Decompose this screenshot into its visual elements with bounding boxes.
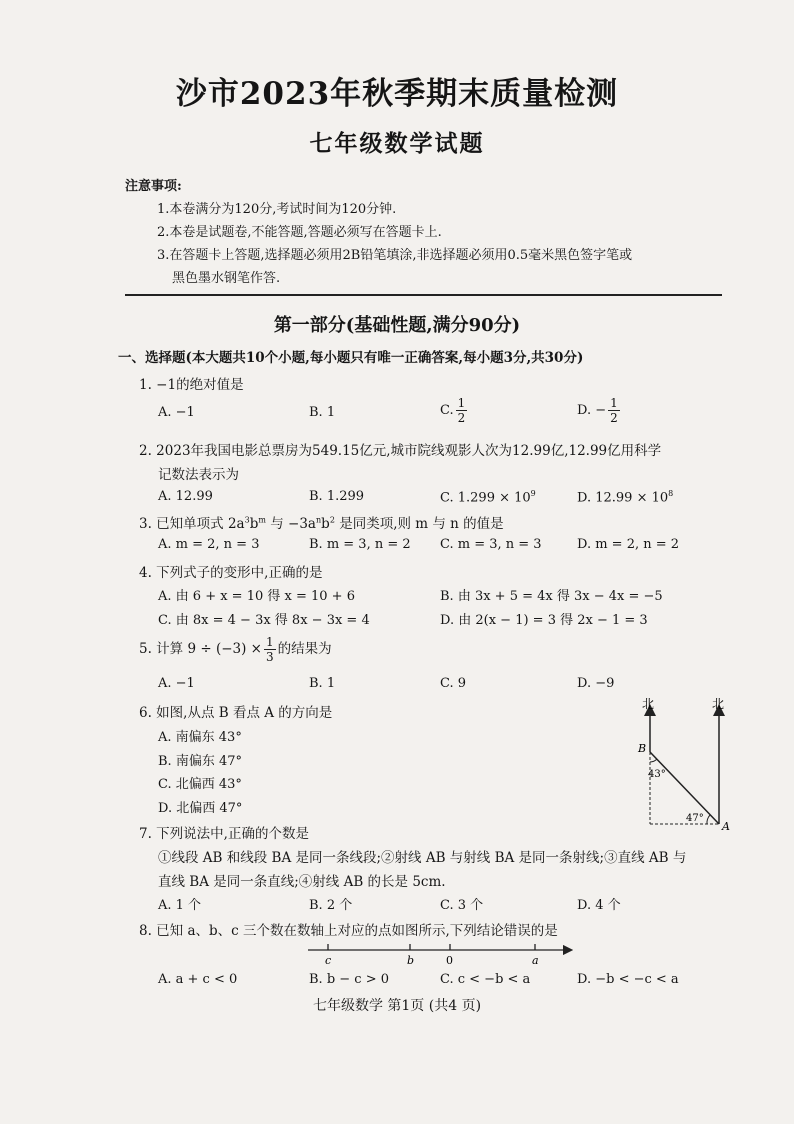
q1-stem: 1. −1的绝对值是 — [139, 377, 244, 393]
q4-stem: 4. 下列式子的变形中,正确的是 — [139, 565, 323, 581]
q7-option-c: C. 3 个 — [440, 898, 484, 913]
q6-option-c: C. 北偏西 43° — [158, 777, 242, 792]
q5-fraction — [264, 635, 276, 664]
q1-option-c — [440, 396, 469, 425]
q5-option-b: B. 1 — [309, 676, 336, 691]
north-label-2: 北 — [712, 697, 725, 711]
q2-c-exponent: 9 — [530, 489, 536, 498]
label-a: a — [532, 954, 539, 967]
note-item-2: 2.本卷是试题卷,不能答题,答题必须写在答题卡上. — [157, 225, 442, 240]
segment-ba — [650, 752, 719, 824]
q4-option-c: C. 由 8x = 4 − 3x 得 8x − 3x = 4 — [158, 613, 370, 628]
page-title: 沙市2023年秋季期末质量检测 — [175, 76, 619, 112]
angle-a-label: 47° — [686, 813, 704, 824]
label-0: 0 — [446, 954, 453, 967]
q2-option-a: A. 12.99 — [158, 489, 213, 504]
q3-exp3: n — [316, 515, 322, 525]
q3-stem-part4: b — [321, 516, 330, 532]
divider-line — [125, 294, 722, 296]
page-footer: 七年级数学 第1页 (共4 页) — [312, 998, 482, 1014]
q5-numerator: 1 — [265, 635, 274, 649]
q7-stem: 7. 下列说法中,正确的个数是 — [139, 826, 309, 842]
q2-c-base: C. 1.299 × 10 — [440, 490, 531, 506]
q2-d-base: D. 12.99 × 10 — [577, 490, 669, 506]
q3-stem-part2: b — [249, 516, 259, 532]
q1-option-b: B. 1 — [309, 405, 336, 420]
q6-option-a: A. 南偏东 43° — [158, 730, 242, 745]
q7-option-d: D. 4 个 — [577, 898, 621, 913]
q7-option-a: A. 1 个 — [158, 898, 202, 913]
q8-option-c: C. c < −b < a — [440, 972, 531, 987]
label-b: b — [407, 954, 415, 967]
q2-stem-line1: 2. 2023年我国电影总票房为549.15亿元,城市院线观影人次为12.99亿,12.99亿用科学 — [139, 443, 662, 459]
q3-stem-part1: 3. 已知单项式 2a — [139, 516, 245, 532]
label-c: c — [325, 954, 332, 967]
q4-option-b: B. 由 3x + 5 = 4x 得 3x − 4x = −5 — [440, 589, 663, 604]
q1-c-denominator: 2 — [457, 411, 466, 425]
q8-option-d: D. −b < −c < a — [577, 972, 679, 987]
q3-exp1: 3 — [244, 515, 250, 525]
q1-option-c-prefix: C. — [440, 403, 454, 418]
q2-d-exponent: 8 — [668, 489, 674, 498]
q3-stem-part3: 与 −3a — [265, 516, 316, 532]
q1-c-numerator: 1 — [457, 396, 466, 410]
page-subtitle: 七年级数学试题 — [309, 130, 485, 157]
section-heading: 一、选择题(本大题共10个小题,每小题只有唯一正确答案,每小题3分,共30分) — [118, 350, 584, 366]
q5-stem-post: 的结果为 — [277, 641, 332, 657]
angle-arc-a — [707, 815, 710, 824]
angle-arc-b — [650, 759, 657, 762]
q3-option-b: B. m = 3, n = 2 — [309, 537, 411, 552]
q8-stem: 8. 已知 a、b、c 三个数在数轴上对应的点如图所示,下列结论错误的是 — [139, 923, 558, 939]
q3-option-d: D. m = 2, n = 2 — [577, 537, 680, 552]
q3-stem — [139, 512, 504, 532]
notes-heading: 注意事项: — [125, 179, 182, 194]
q5-stem — [139, 635, 332, 664]
q1-option-d — [577, 396, 622, 425]
q2-option-b: B. 1.299 — [309, 489, 365, 504]
q2-option-c — [440, 489, 536, 505]
part-title: 第一部分(基础性题,满分90分) — [273, 315, 521, 336]
q1-d-numerator: 1 — [610, 396, 618, 410]
q7-statements-line2: 直线 BA 是同一条直线;④射线 AB 的长是 5cm. — [158, 874, 446, 890]
q7-statements-line1: ①线段 AB 和线段 BA 是同一条线段;②射线 AB 与射线 BA 是同一条射线;③直线 AB 与 — [158, 850, 687, 866]
q1-option-d-fraction — [608, 396, 620, 425]
q2-stem-line2: 记数法表示为 — [158, 467, 239, 483]
q5-denominator: 3 — [265, 650, 274, 664]
note-item-3: 3.在答题卡上答题,选择题必须用2B铅笔填涂,非选择题必须用0.5毫米黑色签字笔或 — [157, 248, 633, 263]
q4-option-d: D. 由 2(x − 1) = 3 得 2x − 1 = 3 — [440, 613, 648, 628]
q1-option-d-prefix: D. − — [577, 403, 607, 418]
q7-option-b: B. 2 个 — [309, 898, 353, 913]
q5-option-d: D. −9 — [577, 676, 615, 691]
north-label-1: 北 — [642, 697, 655, 711]
q5-option-c: C. 9 — [440, 676, 467, 691]
q6-direction-figure — [628, 694, 738, 834]
q3-exp2: m — [258, 515, 266, 525]
q8-option-a: A. a + c < 0 — [158, 972, 238, 987]
q8-option-b: B. b − c > 0 — [309, 972, 390, 987]
note-item-3-cont: 黑色墨水钢笔作答. — [172, 271, 281, 286]
q1-option-a: A. −1 — [158, 405, 195, 420]
q4-option-a: A. 由 6 + x = 10 得 x = 10 + 6 — [158, 589, 355, 604]
q8-number-line — [300, 940, 580, 968]
q3-option-c: C. m = 3, n = 3 — [440, 537, 542, 552]
q3-stem-part5: 是同类项,则 m 与 n 的值是 — [334, 516, 504, 532]
q1-option-c-fraction — [456, 396, 468, 425]
point-b-label: B — [638, 742, 647, 755]
q6-stem: 6. 如图,从点 B 看点 A 的方向是 — [139, 705, 333, 721]
note-item-1: 1.本卷满分为120分,考试时间为120分钟. — [157, 202, 397, 217]
q5-stem-pre: 5. 计算 9 ÷ (−3) × — [139, 641, 262, 657]
q5-option-a: A. −1 — [158, 676, 195, 691]
q1-d-denominator: 2 — [610, 411, 618, 425]
q6-option-d: D. 北偏西 47° — [158, 801, 243, 816]
q3-option-a: A. m = 2, n = 3 — [158, 537, 260, 552]
q6-option-b: B. 南偏东 47° — [158, 754, 242, 769]
q3-exp4: 2 — [329, 515, 335, 525]
point-a-label: A — [722, 820, 730, 833]
q2-option-d — [577, 489, 673, 505]
angle-b-label: 43° — [648, 769, 666, 780]
